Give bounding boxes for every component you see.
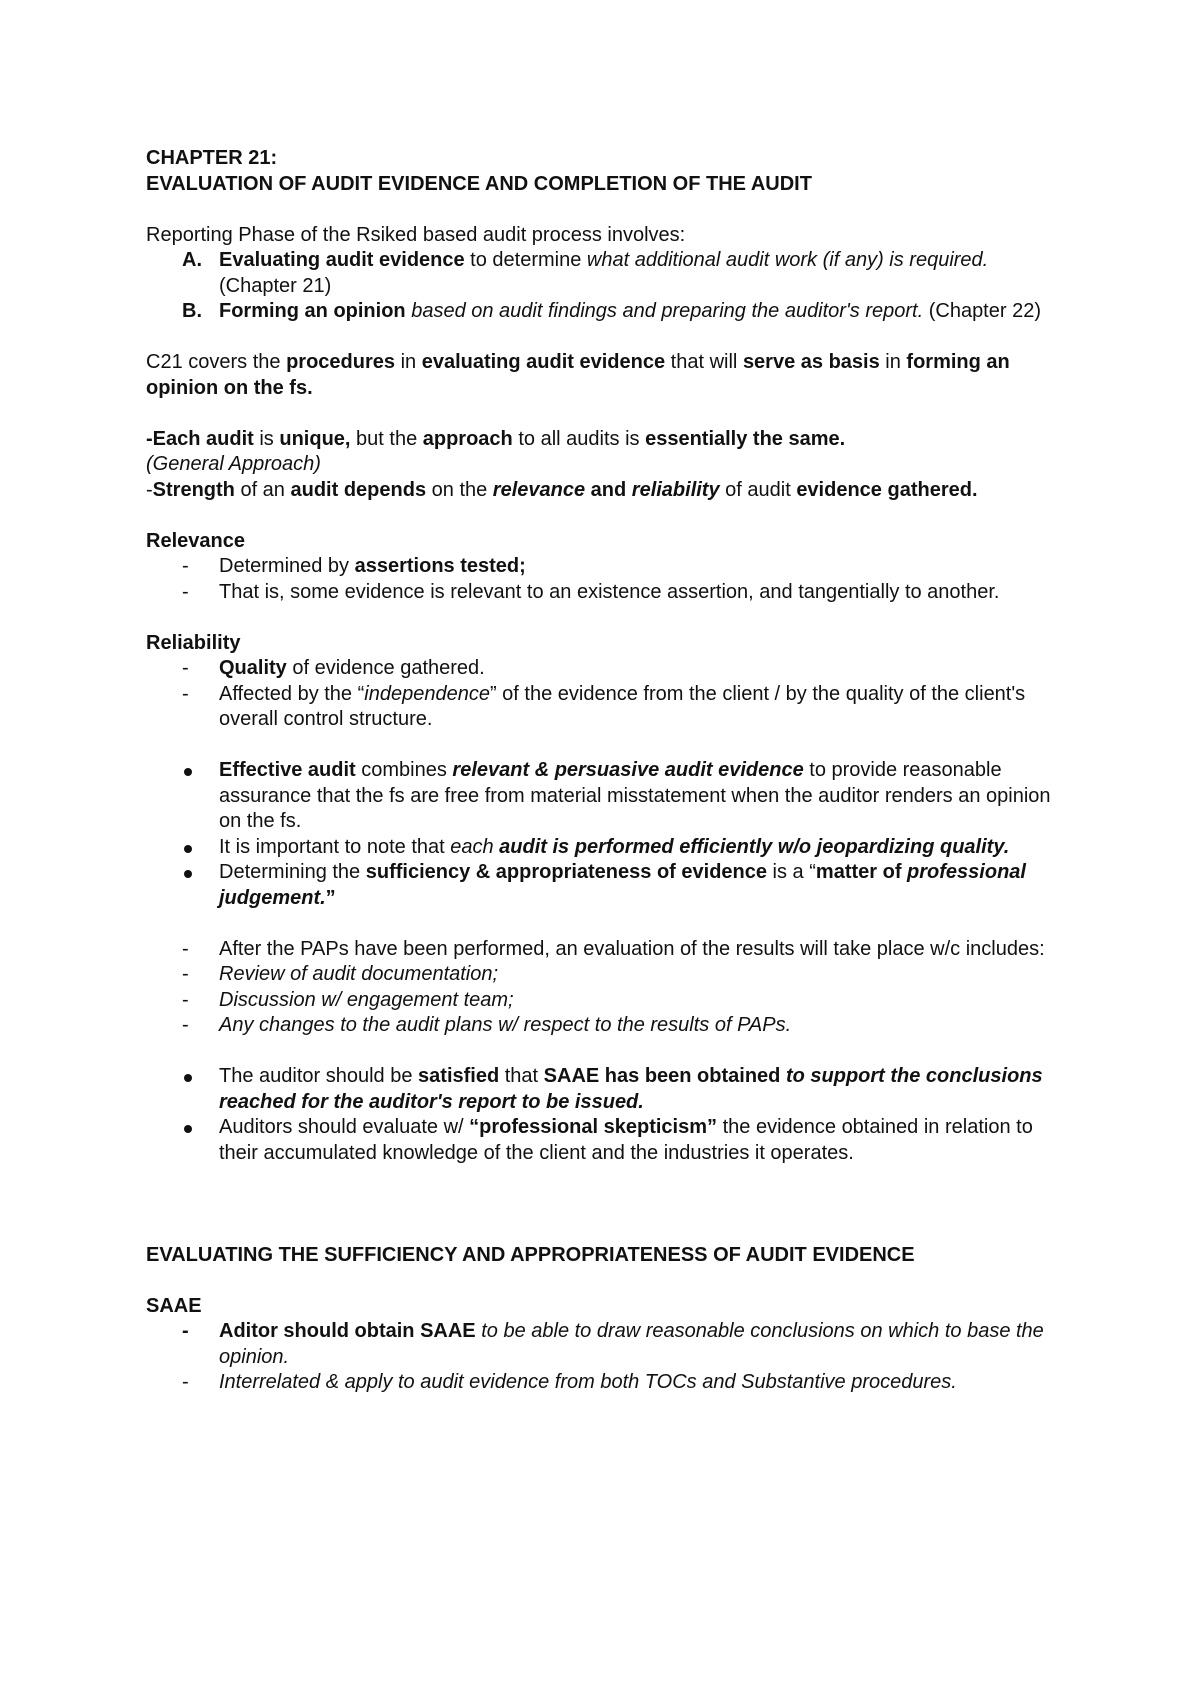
dash-marker: - xyxy=(182,988,189,1011)
intro-text: Reporting Phase of the Rsiked based audit process involves: xyxy=(146,223,686,246)
dash-marker: - xyxy=(182,1014,189,1036)
dash-marker: - xyxy=(182,555,189,577)
list-item: - Affected by the “independence” of the evidence from the client / by the quality of the client's overall control structure. xyxy=(182,682,1026,730)
list-item: - Determined by assertions tested; xyxy=(146,554,1066,580)
list-marker: A. xyxy=(182,249,202,271)
bullet-item: It is important to note that each audit is performed efficiently w/o jeopardizing quality. xyxy=(146,835,1066,861)
section-heading: EVALUATING THE SUFFICIENCY AND APPROPRIATENESS OF AUDIT EVIDENCE xyxy=(146,1243,915,1266)
strength-paragraph: -Strength of an audit depends on the relevance and reliability of audit evidence gathered. xyxy=(146,478,978,501)
dash-marker: - xyxy=(182,937,189,960)
list-item: - Quality of evidence gathered. xyxy=(146,656,1066,682)
dash-marker: - xyxy=(182,682,189,705)
dash-marker: - xyxy=(182,657,189,679)
reliability-heading: Reliability xyxy=(146,631,241,654)
list-item: - Interrelated & apply to audit evidence from both TOCs and Substantive procedures. xyxy=(146,1370,1066,1396)
list-item: - Review of audit documentation; xyxy=(146,962,1066,988)
bullet-item: The auditor should be satisfied that SAAE has been obtained to support the conclusions reached for the auditor's report to be issued. xyxy=(146,1064,1066,1115)
list-marker: B. xyxy=(182,300,202,322)
relevance-heading: Relevance xyxy=(146,529,245,552)
bullet-item: Effective audit combines relevant & persuasive audit evidence to provide reasonable assurance that the fs are free from material misstatement when the auditor renders an opinion on the fs. xyxy=(146,758,1066,835)
dash-marker: - xyxy=(182,963,189,985)
c21-paragraph: C21 covers the procedures in evaluating audit evidence that will serve as basis in forming an opinion on the fs. xyxy=(146,351,1010,399)
intro-item-b: B. Forming an opinion based on audit findings and preparing the auditor's report. (Chapter 22) xyxy=(146,299,1066,325)
bullet-icon xyxy=(184,870,192,878)
bullet-item: Determining the sufficiency & appropriateness of evidence is a “matter of professional judgement.” xyxy=(146,860,1066,911)
subsection-heading: SAAE xyxy=(146,1294,202,1317)
chapter-label: CHAPTER 21: xyxy=(146,147,278,169)
bullet-icon xyxy=(184,1074,192,1082)
bullet-icon xyxy=(184,768,192,776)
unique-paragraph: -Each audit is unique, but the approach to all audits is essentially the same. xyxy=(146,427,846,450)
bullet-icon xyxy=(184,845,192,853)
chapter-title: EVALUATION OF AUDIT EVIDENCE AND COMPLETION OF THE AUDIT xyxy=(146,172,812,195)
list-item: - That is, some evidence is relevant to an existence assertion, and tangentially to another. xyxy=(146,580,1066,606)
list-item: - Aditor should obtain SAAE to be able to draw reasonable conclusions on which to base the opinion. xyxy=(182,1320,1044,1368)
list-item: - Discussion w/ engagement team; xyxy=(146,988,1066,1014)
bullet-icon xyxy=(184,1125,192,1133)
dash-marker: - xyxy=(182,1320,189,1342)
list-item: - Any changes to the audit plans w/ respect to the results of PAPs. xyxy=(146,1013,1066,1039)
general-approach-note: (General Approach) xyxy=(146,453,321,475)
dash-marker: - xyxy=(182,1371,189,1393)
dash-marker: - xyxy=(182,580,189,603)
intro-item-a: A. Evaluating audit evidence to determine what additional audit work (if any) is required. (Chapter 21) xyxy=(182,249,989,297)
document-content xyxy=(146,146,1066,1396)
list-item: - After the PAPs have been performed, an evaluation of the results will take place w/c includes: xyxy=(146,937,1066,963)
bullet-item: Auditors should evaluate w/ “professional skepticism” the evidence obtained in relation to their accumulated knowledge of the client and the industries it operates. xyxy=(146,1115,1066,1166)
